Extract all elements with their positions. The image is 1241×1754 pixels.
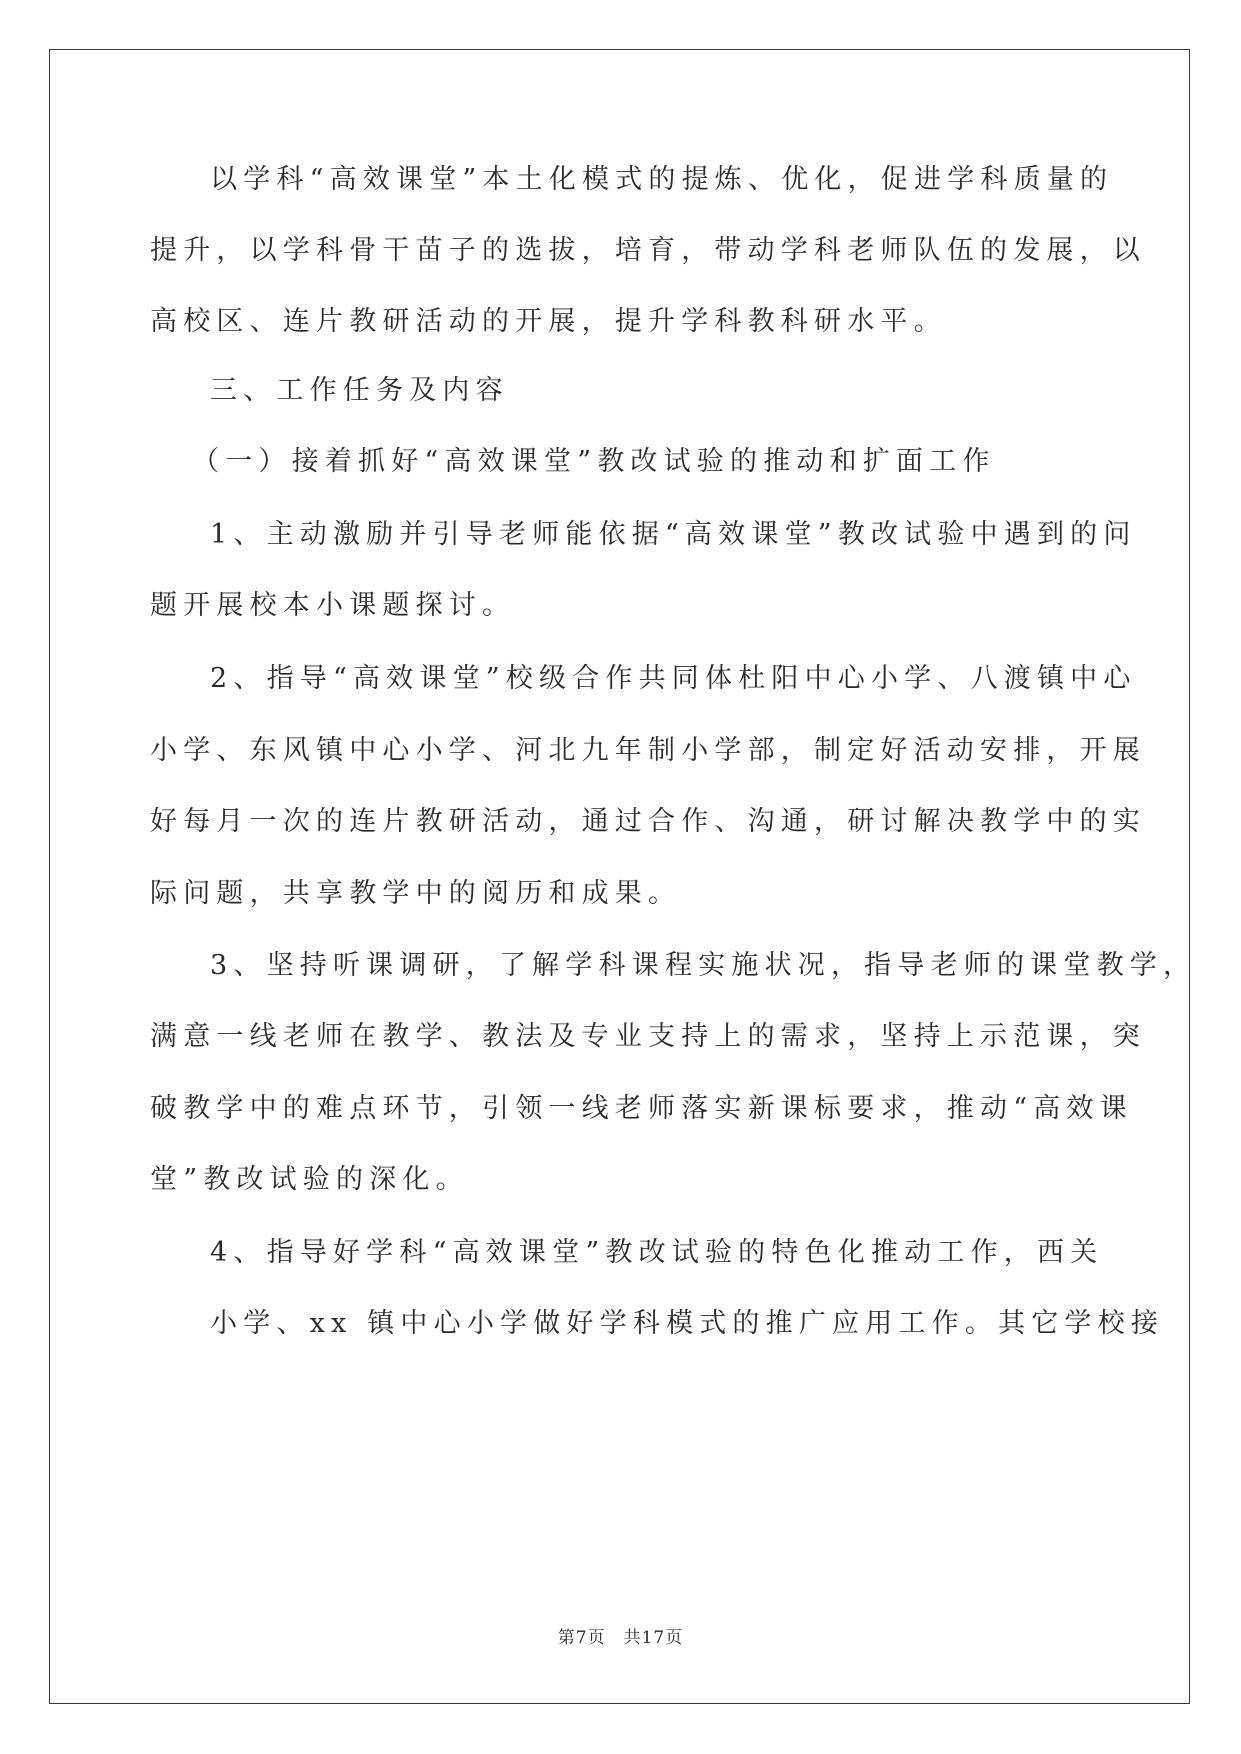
paragraph-line: 好每月一次的连片教研活动，通过合作、沟通，研讨解决教学中的实 bbox=[150, 806, 1146, 837]
paragraph-line: 以学科“高效课堂”本土化模式的提炼、优化，促进学科质量的 bbox=[210, 164, 1114, 195]
paragraph-line: 小学、xx 镇中心小学做好学科模式的推广应用工作。其它学校接 bbox=[210, 1308, 1165, 1339]
paragraph-line: 提升，以学科骨干苗子的选拔，培育，带动学科老师队伍的发展，以 bbox=[150, 235, 1146, 266]
paragraph-line: 满意一线老师在教学、教法及专业支持上的需求，坚持上示范课，突 bbox=[150, 1021, 1146, 1052]
page-number-footer: 第7页 共17页 bbox=[557, 1628, 684, 1648]
paragraph-line: 4、指导好学科“高效课堂”教改试验的特色化推动工作，西关 bbox=[210, 1237, 1104, 1268]
subsection-heading: （一）接着抓好“高效课堂”教改试验的推动和扩面工作 bbox=[192, 446, 996, 477]
paragraph-line: 2、指导“高效课堂”校级合作共同体杜阳中心小学、八渡镇中心 bbox=[210, 663, 1137, 694]
paragraph-line: 小学、东风镇中心小学、河北九年制小学部，制定好活动安排，开展 bbox=[150, 735, 1146, 766]
paragraph-line: 高校区、连片教研活动的开展，提升学科教科研水平。 bbox=[150, 306, 947, 337]
paragraph-line: 3、坚持听课调研，了解学科课程实施状况，指导老师的课堂教学， bbox=[210, 950, 1197, 981]
paragraph-line: 题开展校本小课题探讨。 bbox=[150, 590, 516, 621]
paragraph-line: 堂”教改试验的深化。 bbox=[150, 1164, 469, 1195]
paragraph-line: 际问题，共享教学中的阅历和成果。 bbox=[150, 878, 682, 909]
section-heading: 三、工作任务及内容 bbox=[210, 375, 509, 406]
paragraph-line: 1、主动激励并引导老师能依据“高效课堂”教改试验中遇到的问 bbox=[210, 519, 1137, 550]
paragraph-line: 破教学中的难点环节，引领一线老师落实新课标要求，推动“高效课 bbox=[150, 1093, 1133, 1124]
